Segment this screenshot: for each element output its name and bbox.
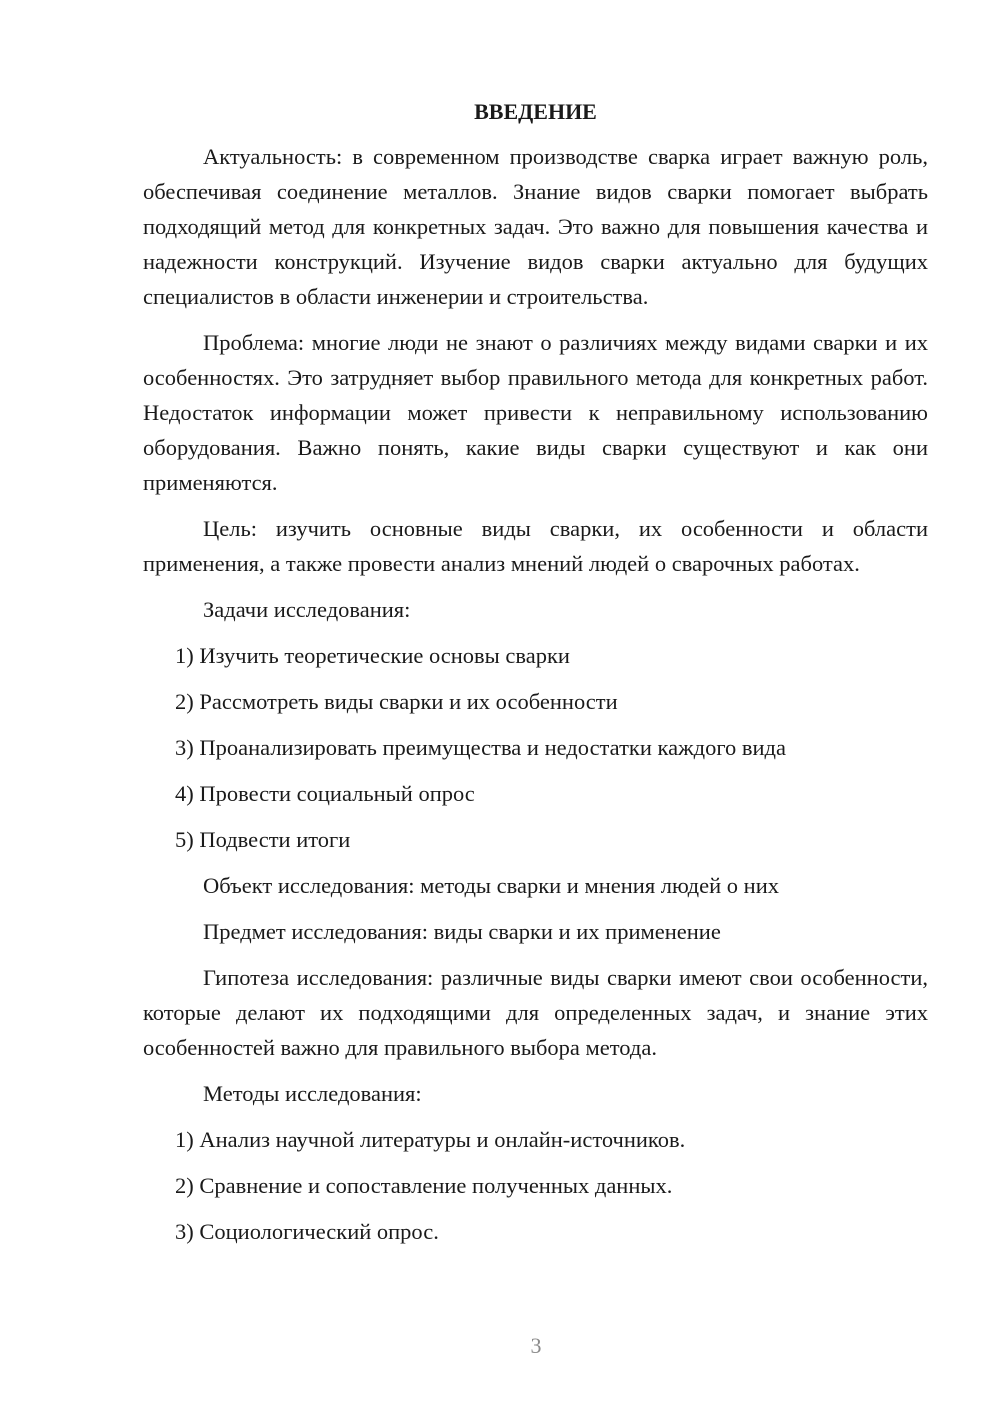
method-item: 2) Сравнение и сопоставление полученных данных. bbox=[175, 1173, 673, 1198]
tasks-heading: Задачи исследования: bbox=[203, 597, 411, 622]
page-number: 3 bbox=[530, 1333, 542, 1358]
task-item: 2) Рассмотреть виды сварки и их особенности bbox=[175, 689, 618, 714]
task-item: 4) Провести социальный опрос bbox=[175, 781, 475, 806]
research-subject: Предмет исследования: виды сварки и их применение bbox=[203, 919, 721, 944]
page-title: ВВЕДЕНИЕ bbox=[474, 99, 597, 124]
task-item: 5) Подвести итоги bbox=[175, 827, 351, 852]
task-item: 1) Изучить теоретические основы сварки bbox=[175, 643, 570, 668]
method-item: 1) Анализ научной литературы и онлайн-источников. bbox=[175, 1127, 686, 1152]
document-page bbox=[143, 94, 928, 1260]
task-item: 3) Проанализировать преимущества и недостатки каждого вида bbox=[175, 735, 786, 760]
method-item: 3) Социологический опрос. bbox=[175, 1219, 439, 1244]
research-object: Объект исследования: методы сварки и мнения людей о них bbox=[203, 873, 779, 898]
paragraph-relevance: Актуальность: в современном производстве сварка играет важную роль, обеспечивая соединение металлов. Знание видов сварки помогает выбрать подходящий метод для конкретных задач. Это важно для повышения качества и надежности конструкций. Изучение видов сварки актуально для будущих специалистов в области инженерии и строительства. bbox=[143, 144, 928, 309]
paragraph-problem: Проблема: многие люди не знают о различиях между видами сварки и их особенностях. Это затрудняет выбор правильного метода для конкретных работ. Недостаток информации может привести к неправильному использованию оборудования. Важно понять, какие виды сварки существуют и как они применяются. bbox=[143, 330, 928, 495]
methods-heading: Методы исследования: bbox=[203, 1081, 422, 1106]
research-hypothesis: Гипотеза исследования: различные виды сварки имеют свои особенности, которые делают их подходящими для определенных задач, и знание этих особенностей важно для правильного выбора метода. bbox=[143, 965, 928, 1060]
paragraph-goal: Цель: изучить основные виды сварки, их особенности и области применения, а также провести анализ мнений людей о сварочных работах. bbox=[143, 516, 928, 576]
